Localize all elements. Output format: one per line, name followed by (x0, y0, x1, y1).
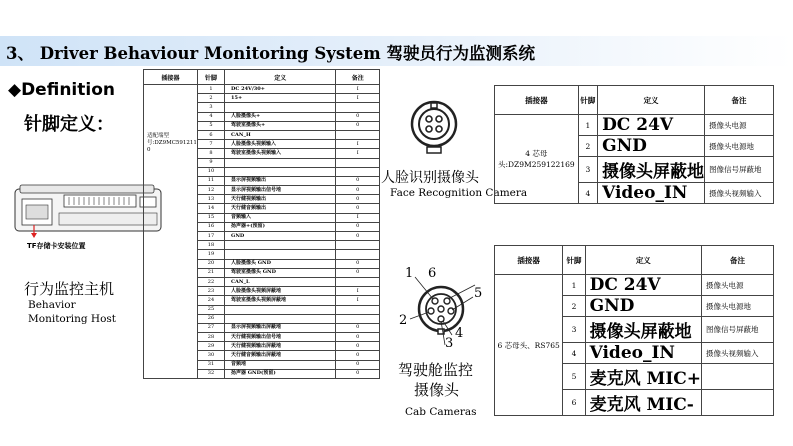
definition-cell: 显示屏视频输出屏蔽地 (225, 323, 336, 332)
pin-cell: 26 (197, 314, 224, 323)
note-cell: 0 (336, 351, 380, 360)
face-camera-name-en: Face Recognition Camera (390, 187, 528, 199)
pin-cell: 24 (197, 296, 224, 305)
pin-cell: 2 (578, 136, 597, 157)
definition-cell: CAN_H (225, 130, 336, 139)
definition-cell: 天行健音频输出 (225, 204, 336, 213)
note-cell (336, 277, 380, 286)
pin-cell: 1 (578, 115, 597, 136)
pin-cell: 14 (197, 204, 224, 213)
note-cell: I (336, 94, 380, 103)
connector-cell: 6 芯母头、RS765 (495, 275, 563, 416)
definition-cell: 显示屏视频输出 (225, 176, 336, 185)
note-cell: I (336, 213, 380, 222)
definition-cell: DC 24V (598, 115, 705, 136)
definition-cell: 显示屏视频输出信号地 (225, 186, 336, 195)
header-definition: 定义 (585, 246, 701, 275)
note-cell (702, 390, 774, 416)
pin-cell: 15 (197, 213, 224, 222)
pin-cell: 8 (197, 149, 224, 158)
pin-cell: 18 (197, 241, 224, 250)
table-header-row (144, 70, 380, 85)
note-cell: 摄像头电源地 (702, 296, 774, 317)
note-cell: 0 (336, 204, 380, 213)
cab-pin-label-4: 4 (455, 326, 464, 341)
pin-cell: 13 (197, 195, 224, 204)
definition-cell: CAN_L (225, 277, 336, 286)
definition-cell: 驾驶室摄像头+ (225, 121, 336, 130)
definition-cell (225, 103, 336, 112)
definition-cell: 天行健视频输出 (225, 195, 336, 204)
note-cell: 0 (336, 333, 380, 342)
definition-cell (225, 167, 336, 176)
note-cell: 0 (336, 186, 380, 195)
definition-cell: GND (225, 232, 336, 241)
connector-cell: 4 芯母头:DZ9M259122169 (495, 115, 579, 204)
definition-cell: 驾驶室摄像头 GND (225, 268, 336, 277)
pin-cell: 9 (197, 158, 224, 167)
definition-cell: 麦克风 MIC- (585, 390, 701, 416)
header-pin: 针脚 (197, 70, 224, 85)
note-cell: 0 (336, 369, 380, 378)
pin-cell: 5 (563, 364, 585, 390)
note-cell: 摄像头视频输入 (702, 343, 774, 364)
definition-cell: 人脸摄像头 GND (225, 259, 336, 268)
pin-cell: 32 (197, 369, 224, 378)
definition-cell: 人脸摄像头视频输入 (225, 140, 336, 149)
pin-cell: 21 (197, 268, 224, 277)
note-cell: 0 (336, 112, 380, 121)
note-cell: I (336, 140, 380, 149)
definition-cell: 天行健视频输出屏蔽地 (225, 342, 336, 351)
note-cell: 0 (336, 342, 380, 351)
sd-card-label: TF存储卡安装位置 (27, 242, 86, 250)
note-cell: 0 (336, 222, 380, 231)
note-cell (336, 130, 380, 139)
definition-cell: 天行健音频输出屏蔽地 (225, 351, 336, 360)
pin-cell: 20 (197, 259, 224, 268)
pin-cell: 25 (197, 305, 224, 314)
pin-cell: 2 (563, 296, 585, 317)
header-connector: 插接器 (144, 70, 198, 85)
pin-cell: 10 (197, 167, 224, 176)
note-cell: I (336, 287, 380, 296)
note-cell: 图像信号屏蔽地 (702, 317, 774, 343)
cab-pin-label-2: 2 (399, 313, 408, 328)
connector-model: 适配端型号:DZ9MC591211 0 (147, 133, 197, 153)
note-cell: 图像信号屏蔽地 (705, 157, 774, 183)
pin-cell: 4 (197, 112, 224, 121)
header-definition: 定义 (598, 86, 705, 115)
definition-cell (225, 314, 336, 323)
host-name-en-line2: Monitoring Host (28, 313, 117, 325)
definition-cell: GND (585, 296, 701, 317)
host-name-en (28, 298, 116, 326)
note-cell: 摄像头电源 (702, 275, 774, 296)
page-title: 3、 Driver Behaviour Monitoring System 驾驶员行为监测系统 (6, 44, 535, 63)
header-pin: 针脚 (563, 246, 585, 275)
definition-cell: 摄像头屏蔽地 (585, 317, 701, 343)
note-cell (336, 250, 380, 259)
pin-cell: 4 (563, 343, 585, 364)
note-cell: 摄像头电源 (705, 115, 774, 136)
pin-cell: 4 (578, 183, 597, 204)
pin-cell: 23 (197, 287, 224, 296)
note-cell: 0 (336, 360, 380, 369)
pin-cell: 16 (197, 222, 224, 231)
definition-cell: 扬声器+(预留) (225, 222, 336, 231)
note-cell: 0 (336, 195, 380, 204)
definition-cell: 人脸摄像头+ (225, 112, 336, 121)
definition-cell: DC 24V (585, 275, 701, 296)
definition-cell: 15+ (225, 94, 336, 103)
definition-cell: 人脸摄像头视频屏蔽地 (225, 287, 336, 296)
note-cell (336, 103, 380, 112)
pin-cell: 3 (197, 103, 224, 112)
pin-cell: 19 (197, 250, 224, 259)
note-cell: 0 (336, 176, 380, 185)
definition-cell: 麦克风 MIC+ (585, 364, 701, 390)
definition-cell: 驾驶室摄像头视频输入 (225, 149, 336, 158)
monitoring-host-device-icon (14, 183, 164, 245)
pin-cell: 12 (197, 186, 224, 195)
pin-cell: 31 (197, 360, 224, 369)
note-cell (336, 314, 380, 323)
table-row (144, 85, 380, 94)
table-header-row (495, 246, 774, 275)
note-cell: 摄像头电源地 (705, 136, 774, 157)
note-cell: 0 (336, 232, 380, 241)
pin-cell: 30 (197, 351, 224, 360)
table-header-row (495, 86, 774, 115)
definition-cell: Video_IN (598, 183, 705, 204)
header-note: 备注 (705, 86, 774, 115)
note-cell: 摄像头视频输入 (705, 183, 774, 204)
definition-cell: 音频输入 (225, 213, 336, 222)
cab-camera-name-en: Cab Cameras (405, 406, 477, 418)
definition-cell: 音频地 (225, 360, 336, 369)
note-cell: I (336, 85, 380, 94)
definition-cell: 扬声器 GND(预留) (225, 369, 336, 378)
note-cell: 0 (336, 323, 380, 332)
cab-pin-label-5: 5 (474, 286, 483, 301)
definition-cell: 驾驶室摄像头视频屏蔽地 (225, 296, 336, 305)
face-camera-pin-table (494, 85, 774, 204)
note-cell (336, 241, 380, 250)
note-cell: 0 (336, 121, 380, 130)
header-definition: 定义 (225, 70, 336, 85)
pin-cell: 11 (197, 176, 224, 185)
note-cell (336, 167, 380, 176)
definition-cell: Video_IN (585, 343, 701, 364)
table-row (495, 115, 774, 136)
face-camera-connector-icon (410, 100, 458, 160)
host-pin-table (143, 69, 380, 379)
definition-cell (225, 241, 336, 250)
cab-pin-label-3: 3 (445, 336, 454, 351)
definition-cell: GND (598, 136, 705, 157)
pin-cell: 28 (197, 333, 224, 342)
connector-cell (144, 85, 198, 379)
header-connector: 插接器 (495, 86, 579, 115)
definition-heading: ◆Definition (8, 80, 115, 100)
cab-pin-label-1: 1 (405, 266, 414, 281)
cab-camera-name-cn-line2: 摄像头 (414, 381, 460, 399)
pin-cell: 29 (197, 342, 224, 351)
face-camera-name-cn: 人脸识别摄像头 (381, 170, 479, 186)
pin-cell: 1 (197, 85, 224, 94)
note-cell: 0 (336, 259, 380, 268)
pin-cell: 22 (197, 277, 224, 286)
pin-cell: 6 (197, 130, 224, 139)
note-cell: 0 (336, 268, 380, 277)
header-connector: 插接器 (495, 246, 563, 275)
definition-cell: 摄像头屏蔽地 (598, 157, 705, 183)
cab-camera-pin-table (494, 245, 774, 416)
note-cell (336, 158, 380, 167)
cab-pin-label-6: 6 (428, 266, 437, 281)
table-row (495, 275, 774, 296)
definition-cell: DC 24V/30+ (225, 85, 336, 94)
note-cell (336, 305, 380, 314)
note-cell (702, 364, 774, 390)
cab-camera-connector-icon (395, 263, 485, 359)
definition-cell (225, 158, 336, 167)
header-note: 备注 (336, 70, 380, 85)
pin-cell: 1 (563, 275, 585, 296)
pin-cell: 5 (197, 121, 224, 130)
host-name-cn: 行为监控主机 (24, 280, 115, 298)
definition-cell: 天行健视频输出信号地 (225, 333, 336, 342)
definition-cell (225, 305, 336, 314)
pin-definition-heading: 针脚定义： (24, 114, 114, 135)
pin-cell: 2 (197, 94, 224, 103)
note-cell: I (336, 296, 380, 305)
header-pin: 针脚 (578, 86, 597, 115)
definition-cell (225, 250, 336, 259)
pin-cell: 17 (197, 232, 224, 241)
host-name-en-line1: Behavior (28, 299, 76, 311)
pin-cell: 27 (197, 323, 224, 332)
header-note: 备注 (702, 246, 774, 275)
pin-cell: 3 (563, 317, 585, 343)
cab-camera-name-cn-line1: 驾驶舱监控 (398, 361, 474, 379)
note-cell: I (336, 149, 380, 158)
pin-cell: 7 (197, 140, 224, 149)
pin-cell: 3 (578, 157, 597, 183)
pin-cell: 6 (563, 390, 585, 416)
